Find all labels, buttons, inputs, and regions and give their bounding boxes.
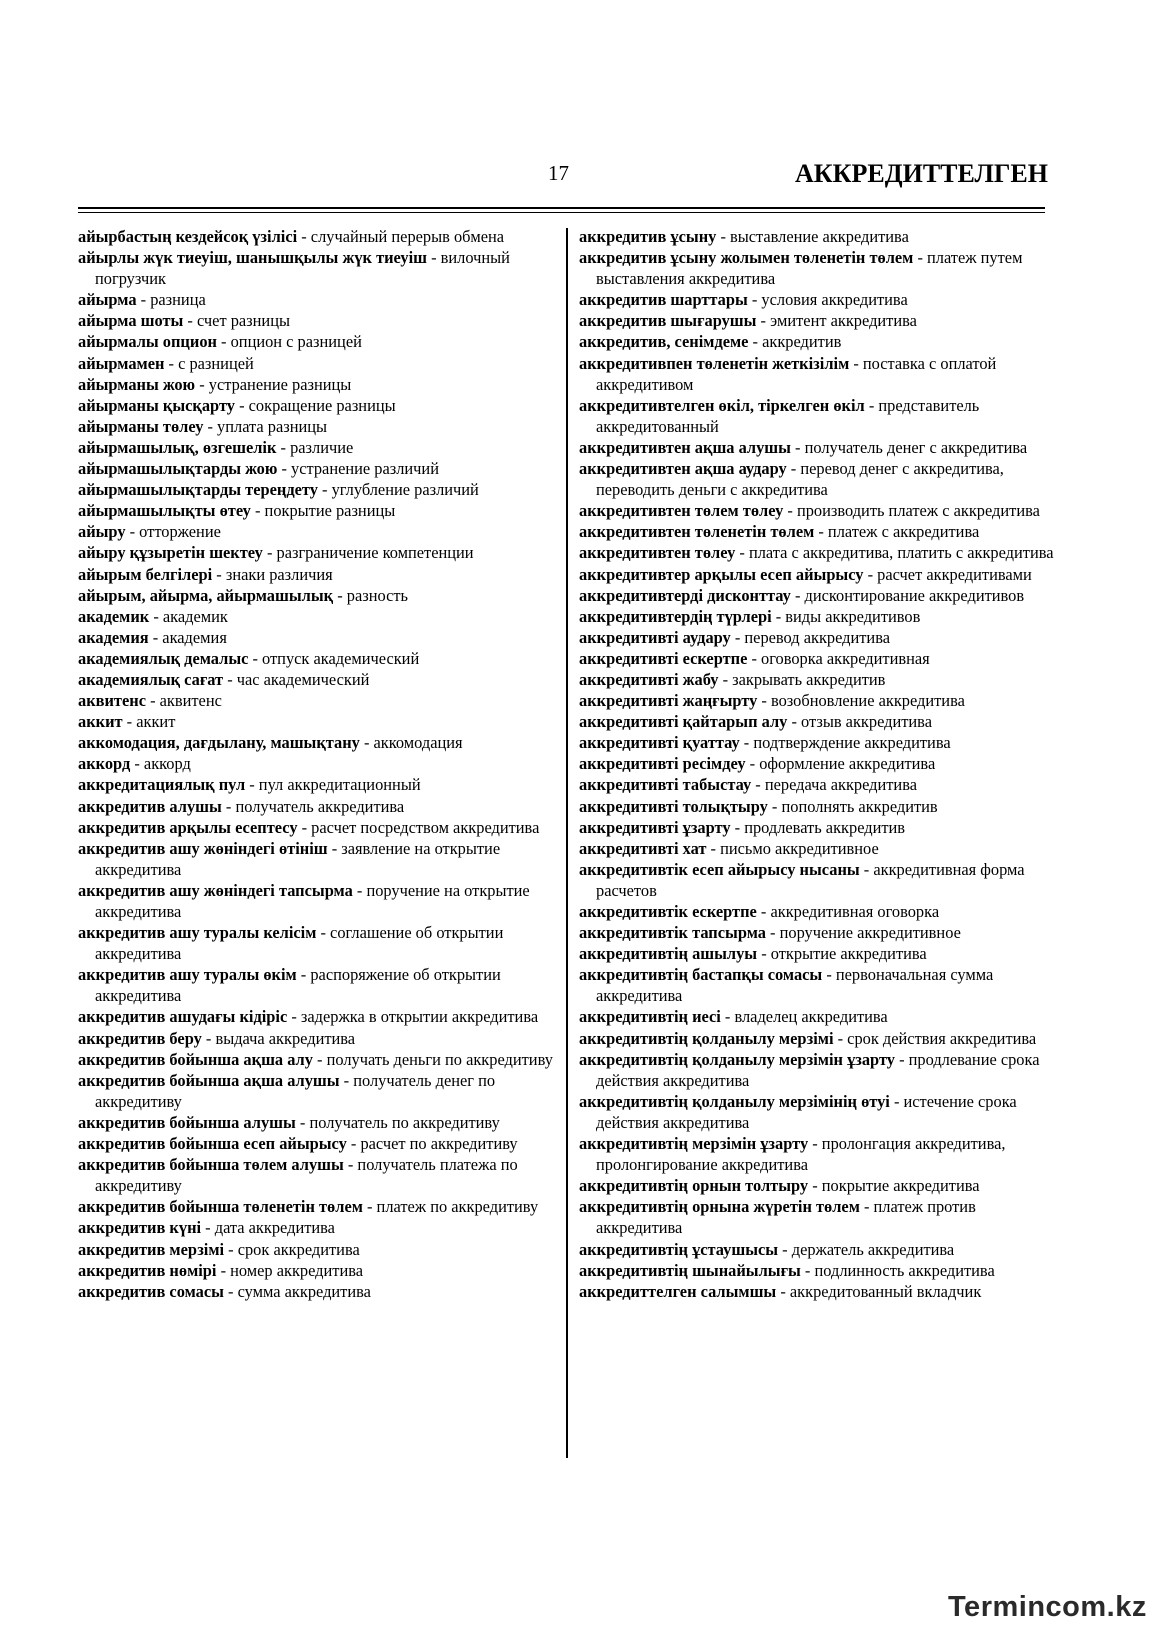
entry-definition: - отторжение [125, 522, 221, 542]
entry-term: аккредитив бойынша есеп айырысу [78, 1134, 347, 1154]
entry-definition: - получатель денег с аккредитива [790, 437, 1028, 457]
entry-definition: - оговорка аккредитивная [747, 648, 930, 668]
dictionary-entry [579, 521, 1057, 542]
entry-term: академик [78, 606, 150, 626]
entry-definition: - продлевание срока действия аккредитива [596, 1049, 1040, 1090]
dictionary-entry [78, 1196, 556, 1217]
dictionary-entry [579, 310, 1057, 331]
dictionary-entry [78, 521, 556, 542]
entry-definition: - различие [276, 437, 354, 457]
dictionary-entry [78, 416, 556, 437]
entry-definition: - сумма аккредитива [223, 1281, 371, 1301]
dictionary-entry [579, 859, 1057, 901]
entry-term: аккредитив ашу туралы өкім [78, 965, 297, 985]
entry-term: аккредитив сомасы [78, 1281, 224, 1301]
entry-term: айырым, айырма, айырмашылық [78, 585, 334, 605]
entry-term: айырбастың кездейсоқ үзілісі [78, 227, 298, 246]
entry-term: аккредитив бойынша төленетін төлем [78, 1197, 363, 1217]
entry-term: аккредитивті қайтарып алу [579, 712, 788, 732]
entry-definition: - покрытие разницы [250, 501, 396, 521]
dictionary-entry [78, 374, 556, 395]
entry-term: аккредитивтің бастапқы сомасы [579, 965, 823, 985]
entry-definition: - аккорд [130, 754, 191, 774]
entry-definition: - поручение на открытие аккредитива [95, 880, 530, 921]
entry-term: аккредитив бойынша ақша алушы [78, 1070, 340, 1090]
entry-definition: - поставка с оплатой аккредитивом [596, 353, 997, 394]
dictionary-entry [78, 880, 556, 922]
entry-definition: - аквитенс [145, 691, 222, 711]
dictionary-entry [78, 353, 556, 374]
dictionary-entry [579, 901, 1057, 922]
entry-definition: - получатель денег по аккредитиву [95, 1070, 496, 1111]
entry-term: аккредитивті хат [579, 838, 707, 858]
entry-term: аккредитивті қуаттау [579, 733, 740, 753]
entry-term: аккредитивті жаңғырту [579, 691, 758, 711]
entry-term: аккредитивпен төленетін жеткізілім [579, 353, 850, 373]
entry-definition: - срок аккредитива [224, 1239, 360, 1259]
entry-definition: - час академический [223, 669, 370, 689]
dictionary-entry [579, 711, 1057, 732]
entry-term: аккредитив шығарушы [579, 311, 757, 331]
entry-term: академиялық сағат [78, 669, 224, 689]
dictionary-entry [78, 1260, 556, 1281]
dictionary-entry [78, 964, 556, 1006]
entry-term: академиялық демалыс [78, 648, 249, 668]
entry-term: аккредитивтен төленетін төлем [579, 522, 815, 542]
entry-definition: - истечение срока действия аккредитива [596, 1091, 1017, 1132]
entry-definition: - получатель платежа по аккредитиву [95, 1155, 518, 1196]
entry-definition: - вилочный погрузчик [95, 248, 510, 289]
entry-term: аккредитив мерзімі [78, 1239, 225, 1259]
dictionary-entry [78, 1112, 556, 1133]
dictionary-entry [579, 1239, 1057, 1260]
page-number: 17 [548, 161, 569, 185]
entry-term: аккредитив бойынша төлем алушы [78, 1155, 344, 1175]
entry-term: аккредитивтен төлем төлеу [579, 501, 784, 521]
dictionary-entry [579, 437, 1057, 458]
entry-definition: - пополнять аккредитив [767, 796, 938, 816]
dictionary-entry [579, 331, 1057, 352]
entry-term: аккредитивтен ақша аудару [579, 459, 787, 479]
entry-definition: - дисконтирование аккредитивов [790, 585, 1025, 605]
entry-term: аккредитивтің қолданылу мерзімінің өтуі [579, 1091, 890, 1111]
entry-definition: - расчет аккредитивами [863, 564, 1032, 584]
entry-term: айырмамен [78, 353, 165, 373]
entry-term: аккредитивті табыстау [579, 775, 752, 795]
entry-definition: - номер аккредитива [216, 1260, 364, 1280]
dictionary-entry [78, 1006, 556, 1027]
entry-definition: - плата с аккредитива, платить с аккредитива [735, 543, 1054, 563]
entry-definition: - выдача аккредитива [201, 1028, 356, 1048]
dictionary-entry [78, 247, 556, 289]
entry-definition: - аккредитивная форма расчетов [596, 859, 1025, 900]
entry-definition: - покрытие аккредитива [808, 1176, 980, 1196]
dictionary-entry [78, 1154, 556, 1196]
dictionary-entry [579, 922, 1057, 943]
entry-term: аккредитивті ескертпе [579, 648, 748, 668]
entry-definition: - аккредитивная оговорка [756, 902, 940, 921]
entry-term: аккредитивті аудару [579, 627, 731, 647]
entry-term: аккредитивтен төлеу [579, 543, 736, 563]
entry-definition: - расчет по аккредитиву [346, 1134, 518, 1154]
entry-term: айырым белгілері [78, 564, 213, 584]
header-rule-thick [78, 207, 1045, 209]
dictionary-entry [579, 838, 1057, 859]
entry-term: аккредитивтің орнын толтыру [579, 1176, 809, 1196]
dictionary-entry [579, 226, 1057, 247]
entry-term: аккредитивтен ақша алушы [579, 437, 791, 457]
entry-term: академия [78, 627, 149, 647]
entry-definition: - академия [148, 627, 227, 647]
entry-term: айырмалы опцион [78, 332, 217, 352]
entry-term: аккредитивтің шынайылығы [579, 1260, 801, 1280]
dictionary-entry [579, 1196, 1057, 1238]
entry-term: аккредитивті ресімдеу [579, 754, 746, 774]
header-rule-thin [78, 212, 1045, 213]
entry-term: айыру [78, 522, 126, 542]
dictionary-entry [78, 669, 556, 690]
dictionary-entry [78, 458, 556, 479]
entry-term: аккредитивтелген өкіл, тіркелген өкіл [579, 395, 865, 415]
entry-definition: - распоряжение об открытии аккредитива [95, 965, 501, 1006]
dictionary-entry [78, 711, 556, 732]
entry-term: аккредитив бойынша алушы [78, 1112, 296, 1132]
entry-term: айырмашылықтарды жою [78, 459, 278, 479]
entry-term: аккредитив ашу жөніндегі тапсырма [78, 880, 353, 900]
entry-definition: - платеж против аккредитива [596, 1197, 976, 1238]
entry-term: аккредитив ұсыну жолымен төленетін төлем [579, 248, 914, 268]
entry-term: аккредитивтің ұстаушысы [579, 1239, 779, 1259]
entry-definition: - платеж с аккредитива [814, 522, 980, 542]
entry-definition: - держатель аккредитива [778, 1239, 955, 1259]
entry-term: аккредитив, сенімдеме [579, 332, 749, 352]
entry-definition: - срок действия аккредитива [833, 1028, 1037, 1048]
dictionary-entry [579, 753, 1057, 774]
entry-definition: - перевод аккредитива [730, 627, 891, 647]
entry-definition: - получатель по аккредитиву [295, 1112, 500, 1132]
entry-definition: - выставление аккредитива [716, 227, 909, 246]
entry-term: аккредитациялық пул [78, 775, 246, 795]
dictionary-entry [78, 690, 556, 711]
entry-term: аккредитив ашу туралы келісім [78, 923, 317, 943]
column-divider [566, 228, 568, 1458]
entry-term: аккредитивтің иесі [579, 1007, 721, 1027]
entry-term: аккредитив ашудағы кідіріс [78, 1007, 288, 1027]
entry-definition: - разность [333, 585, 408, 605]
dictionary-entry [78, 542, 556, 563]
entry-definition: - письмо аккредитивное [706, 838, 879, 858]
entry-definition: - представитель аккредитованный [596, 395, 980, 436]
entry-definition: - опцион с разницей [216, 332, 362, 352]
entry-term: айырма шоты [78, 311, 184, 331]
dictionary-entry [579, 289, 1057, 310]
entry-definition: - заявление на открытие аккредитива [95, 838, 501, 879]
dictionary-entry [579, 648, 1057, 669]
entry-definition: - соглашение об открытии аккредитива [95, 923, 504, 964]
entry-term: аккредитив бойынша ақша алу [78, 1049, 313, 1069]
entry-term: айырмашылықты өтеу [78, 501, 251, 521]
dictionary-entry [78, 796, 556, 817]
dictionary-entry [579, 1281, 1057, 1302]
entry-term: аккредитивтерді дисконттау [579, 585, 791, 605]
entry-definition: - сокращение разницы [234, 395, 396, 415]
entry-definition: - открытие аккредитива [757, 944, 927, 964]
entry-definition: - перевод денег с аккредитива, переводить деньги с аккредитива [596, 459, 1004, 500]
dictionary-entry [78, 437, 556, 458]
entry-definition: - первоначальная сумма аккредитива [596, 965, 994, 1006]
dictionary-entry [78, 564, 556, 585]
entry-term: аккредиттелген салымшы [579, 1281, 777, 1301]
entry-definition: - случайный перерыв обмена [297, 227, 505, 246]
dictionary-entry [78, 1133, 556, 1154]
dictionary-entry [579, 564, 1057, 585]
entry-definition: - закрывать аккредитив [718, 669, 886, 689]
entry-definition: - производить платеж с аккредитива [783, 501, 1040, 521]
dictionary-entry [78, 479, 556, 500]
dictionary-entry [579, 500, 1057, 521]
entry-term: аккредитивті ұзарту [579, 817, 731, 837]
entry-definition: - дата аккредитива [201, 1218, 335, 1238]
entry-definition: - платеж по аккредитиву [362, 1197, 539, 1217]
dictionary-entry [78, 753, 556, 774]
dictionary-entry [579, 669, 1057, 690]
entry-term: аккредитив ұсыну [579, 227, 717, 246]
entry-term: аквитенс [78, 691, 146, 711]
watermark-logo: Termincom.kz [948, 1591, 1147, 1623]
dictionary-entry [78, 500, 556, 521]
entry-definition: - с разницей [164, 353, 254, 373]
entry-term: аккредитив шарттары [579, 290, 748, 310]
entry-definition: - виды аккредитивов [771, 606, 921, 626]
entry-term: аккредитив арқылы есептесу [78, 817, 298, 837]
entry-definition: - передача аккредитива [751, 775, 917, 795]
entry-definition: - аккит [122, 712, 176, 732]
dictionary-entry [579, 627, 1057, 648]
running-head: АККРЕДИТТЕЛГЕН [795, 159, 1048, 188]
entry-term: айырмашылық, өзгешелік [78, 437, 277, 457]
entry-definition: - разница [136, 290, 206, 310]
entry-definition: - аккредитив [748, 332, 842, 352]
entry-term: аккредитив беру [78, 1028, 202, 1048]
dictionary-entry [579, 353, 1057, 395]
dictionary-entry [78, 732, 556, 753]
dictionary-entry [78, 310, 556, 331]
entry-term: айырлы жүк тиеуіш, шанышқылы жүк тиеуіш [78, 248, 428, 268]
dictionary-entry [579, 1028, 1057, 1049]
entry-term: аккредитивтердің түрлері [579, 606, 772, 626]
entry-definition: - устранение различий [277, 459, 439, 479]
entry-definition: - отпуск академический [248, 648, 420, 668]
dictionary-entry [78, 1049, 556, 1070]
entry-term: аккит [78, 712, 123, 732]
entry-term: аккорд [78, 754, 131, 774]
entry-definition: - знаки различия [212, 564, 333, 584]
entry-term: аккредитивтер арқылы есеп айырысу [579, 564, 864, 584]
entry-term: аккредитивтік есеп айырысу нысаны [579, 859, 860, 879]
dictionary-entry [78, 1239, 556, 1260]
dictionary-entry [579, 964, 1057, 1006]
dictionary-entry [78, 331, 556, 352]
dictionary-entry [579, 585, 1057, 606]
entry-definition: - получать деньги по аккредитиву [312, 1049, 553, 1069]
entry-definition: - владелец аккредитива [720, 1007, 888, 1027]
dictionary-entry [78, 1028, 556, 1049]
entry-term: аккредитив күні [78, 1218, 202, 1238]
entry-term: аккредитив ашу жөніндегі өтініш [78, 838, 328, 858]
entry-term: айырманы төлеу [78, 416, 204, 436]
entry-definition: - отзыв аккредитива [787, 712, 932, 732]
dictionary-entry [78, 817, 556, 838]
dictionary-entry [579, 458, 1057, 500]
dictionary-entry [78, 585, 556, 606]
entry-definition: - углубление различий [317, 480, 479, 500]
dictionary-entry [78, 774, 556, 795]
entry-definition: - продлевать аккредитив [730, 817, 906, 837]
dictionary-entry [579, 1133, 1057, 1175]
dictionary-entry [579, 1175, 1057, 1196]
dictionary-entry [78, 289, 556, 310]
dictionary-entry [579, 690, 1057, 711]
entry-definition: - пул аккредитационный [245, 775, 421, 795]
dictionary-entry [579, 247, 1057, 289]
entry-definition: - академик [149, 606, 228, 626]
dictionary-entry [78, 1217, 556, 1238]
entry-term: аккомодация, дағдылану, машықтану [78, 733, 360, 753]
entry-definition: - получатель аккредитива [221, 796, 405, 816]
entry-definition: - расчет посредством аккредитива [297, 817, 540, 837]
entry-definition: - платеж путем выставления аккредитива [596, 248, 1023, 289]
dictionary-entry [579, 817, 1057, 838]
entry-definition: - возобновление аккредитива [757, 691, 965, 711]
entry-definition: - задержка в открытии аккредитива [287, 1007, 539, 1027]
dictionary-entry [78, 1281, 556, 1302]
entry-definition: - аккредитованный вкладчик [776, 1281, 982, 1301]
dictionary-entry [579, 395, 1057, 437]
dictionary-entry [579, 1049, 1057, 1091]
dictionary-entry [78, 922, 556, 964]
dictionary-entry [579, 1091, 1057, 1133]
entry-definition: - подтверждение аккредитива [739, 733, 951, 753]
entry-term: айырманы жою [78, 374, 196, 394]
dictionary-entry [78, 838, 556, 880]
entry-term: аккредитивті жабу [579, 669, 719, 689]
entry-term: айыру құзыретін шектеу [78, 543, 263, 563]
entry-definition: - условия аккредитива [747, 290, 908, 310]
dictionary-entry [579, 542, 1057, 563]
entry-term: аккредитивтік ескертпе [579, 902, 757, 921]
entry-definition: - аккомодация [359, 733, 463, 753]
dictionary-entry [579, 1006, 1057, 1027]
entry-definition: - оформление аккредитива [745, 754, 936, 774]
entry-term: аккредитивті толықтыру [579, 796, 768, 816]
entry-definition: - счет разницы [183, 311, 290, 331]
entry-definition: - устранение разницы [195, 374, 352, 394]
dictionary-entry [579, 796, 1057, 817]
right-column [579, 226, 1057, 1302]
dictionary-entry [78, 395, 556, 416]
entry-term: аккредитивтің қолданылу мерзімі [579, 1028, 834, 1048]
dictionary-entry [78, 627, 556, 648]
entry-definition: - пролонгация аккредитива, пролонгирование аккредитива [596, 1134, 1006, 1175]
dictionary-entry [579, 732, 1057, 753]
entry-term: айырманы қысқарту [78, 395, 235, 415]
dictionary-entry [579, 1260, 1057, 1281]
entry-term: аккредитивтің қолданылу мерзімін ұзарту [579, 1049, 895, 1069]
entry-term: аккредитивтік тапсырма [579, 923, 766, 943]
entry-definition: - уплата разницы [203, 416, 328, 436]
dictionary-entry [579, 606, 1057, 627]
entry-term: айырма [78, 290, 137, 310]
entry-term: аккредитивтің орнына жүретін төлем [579, 1197, 860, 1217]
dictionary-entry [579, 774, 1057, 795]
dictionary-entry [78, 1070, 556, 1112]
dictionary-entry [78, 606, 556, 627]
entry-term: аккредитив нөмірі [78, 1260, 217, 1280]
entry-definition: - поручение аккредитивное [765, 923, 961, 943]
entry-definition: - разграничение компетенции [262, 543, 474, 563]
entry-definition: - подлинность аккредитива [800, 1260, 995, 1280]
entry-term: аккредитивтің мерзімін ұзарту [579, 1134, 809, 1154]
dictionary-entry [579, 943, 1057, 964]
entry-term: айырмашылықтарды тереңдету [78, 480, 318, 500]
left-column [78, 226, 556, 1302]
entry-term: аккредитивтің ашылуы [579, 944, 758, 964]
entry-term: аккредитив алушы [78, 796, 222, 816]
entry-definition: - эмитент аккредитива [756, 311, 917, 331]
dictionary-entry [78, 648, 556, 669]
dictionary-entry [78, 226, 556, 247]
